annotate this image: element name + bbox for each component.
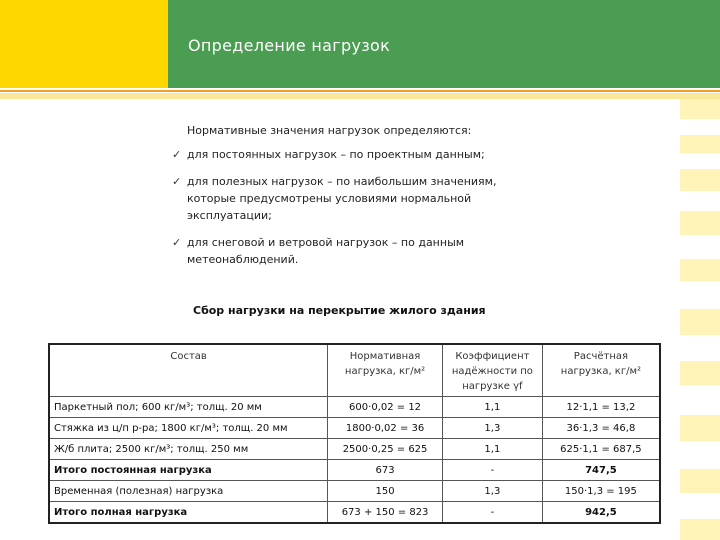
row-name: Ж/б плита; 2500 кг/м³; толщ. 250 мм: [49, 439, 328, 460]
table-row: [49, 418, 660, 439]
bullet-list: [172, 146, 532, 278]
row-normative: 673 + 150 = 823: [328, 502, 443, 524]
checkmark-icon: ✓: [172, 236, 182, 249]
list-item-text: для снеговой и ветровой нагрузок – по данным метеонаблюдений.: [187, 236, 465, 266]
row-normative: 2500·0,25 = 625: [328, 439, 443, 460]
list-item-text: для полезных нагрузок – по наибольшим значениям, которые предусмотрены условиями нормальной эксплуатации;: [187, 175, 497, 222]
row-name: Стяжка из ц/п р-ра; 1800 кг/м³; толщ. 20 мм: [49, 418, 328, 439]
checkmark-icon: ✓: [172, 148, 182, 161]
header-yellow-block: [0, 0, 168, 88]
intro-text: Нормативные значения нагрузок определяются:: [187, 124, 472, 137]
row-name: Паркетный пол; 600 кг/м³; толщ. 20 мм: [49, 397, 328, 418]
row-name: Итого постоянная нагрузка: [49, 460, 328, 481]
list-item: [172, 173, 532, 224]
row-name: Временная (полезная) нагрузка: [49, 481, 328, 502]
table-header-row: [49, 344, 660, 397]
list-item: [172, 234, 532, 268]
loads-table: [48, 343, 661, 524]
row-normative: 600·0,02 = 12: [328, 397, 443, 418]
row-coef: 1,1: [442, 439, 542, 460]
row-design: 625·1,1 = 687,5: [542, 439, 660, 460]
row-design: 36·1,3 = 46,8: [542, 418, 660, 439]
header-coefficient: Коэффициент надёжности по нагрузке γf: [442, 344, 542, 397]
header-composition: Состав: [49, 344, 328, 397]
header-design: Расчётная нагрузка, кг/м²: [542, 344, 660, 397]
header-normative: Нормативная нагрузка, кг/м²: [328, 344, 443, 397]
table-row: [49, 397, 660, 418]
row-design: 942,5: [542, 502, 660, 524]
table-row-total: [49, 502, 660, 524]
row-normative: 1800·0,02 = 36: [328, 418, 443, 439]
decorative-right-strip: [680, 99, 720, 540]
row-coef: 1,1: [442, 397, 542, 418]
row-design: 12·1,1 = 13,2: [542, 397, 660, 418]
table-row: [49, 481, 660, 502]
header-yellow-band: [0, 93, 720, 99]
table-row: [49, 439, 660, 460]
row-coef: 1,3: [442, 418, 542, 439]
list-item: [172, 146, 532, 163]
row-coef: -: [442, 460, 542, 481]
row-name: Итого полная нагрузка: [49, 502, 328, 524]
slide-title: Определение нагрузок: [188, 36, 391, 55]
table-row-subtotal: [49, 460, 660, 481]
row-design: 747,5: [542, 460, 660, 481]
row-coef: 1,3: [442, 481, 542, 502]
header-divider: [0, 90, 720, 92]
row-coef: -: [442, 502, 542, 524]
list-item-text: для постоянных нагрузок – по проектным данным;: [187, 148, 485, 161]
row-design: 150·1,3 = 195: [542, 481, 660, 502]
row-normative: 673: [328, 460, 443, 481]
row-normative: 150: [328, 481, 443, 502]
checkmark-icon: ✓: [172, 175, 182, 188]
table-title: Сбор нагрузки на перекрытие жилого здания: [193, 304, 486, 317]
